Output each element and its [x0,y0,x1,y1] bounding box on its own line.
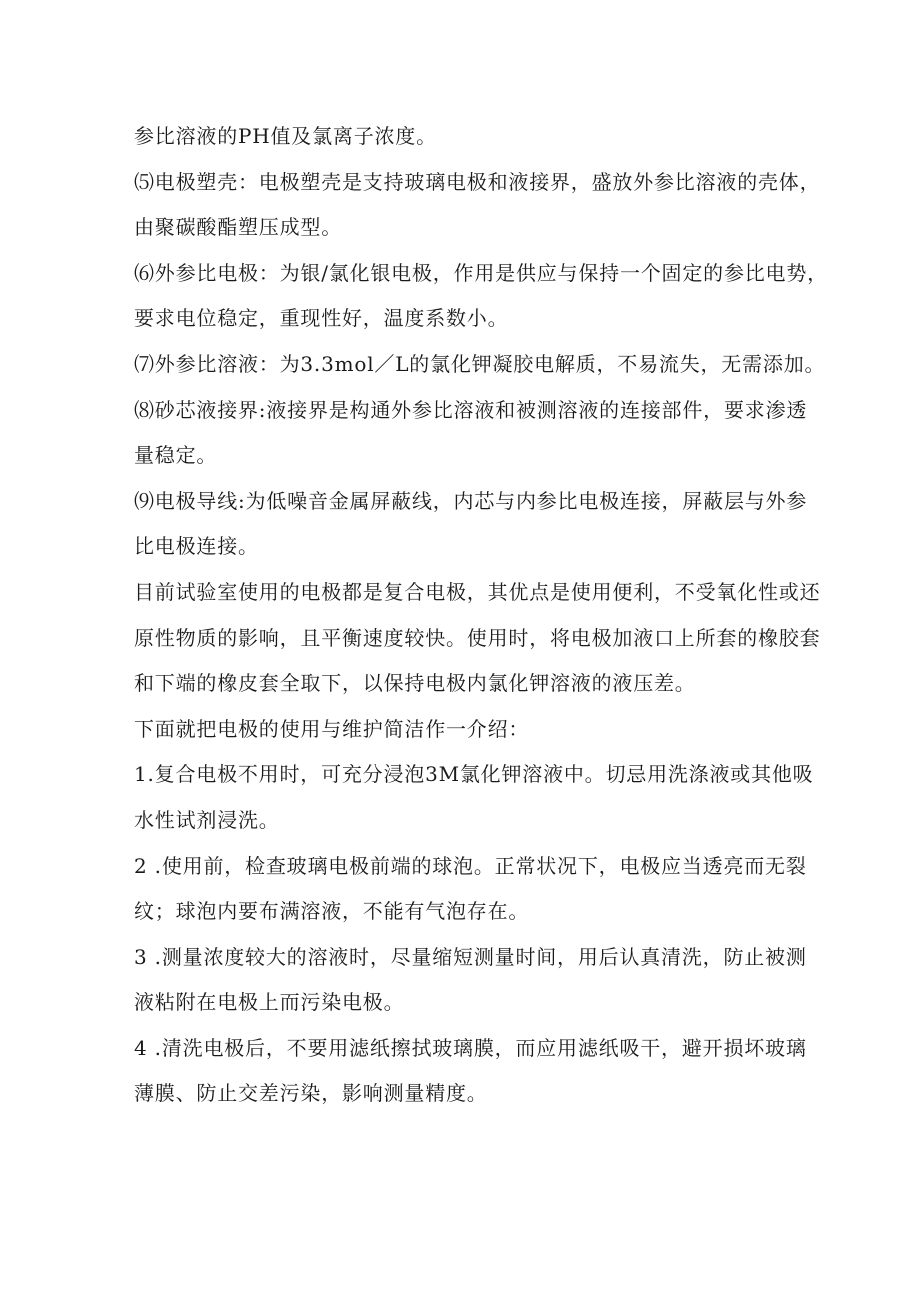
text-line: ⑹外参比电极：为银/氯化银电极，作用是供应与保持一个固定的参比电势， [134,260,828,285]
text-line: 参比溶液的PH值及氯离子浓度。 [134,124,437,148]
text-line: 量稳定。 [134,443,218,468]
text-line: ⑸电极塑壳：电极塑壳是支持玻璃电极和液接界，盛放外参比溶液的壳体， [134,169,821,194]
text-line: 原性物质的影响，且平衡速度较快。使用时，将电极加液口上所套的橡胶套 [134,625,821,650]
text-line: 水性试剂浸洗。 [134,807,280,832]
text-line: 由聚碳酸酯塑压成型。 [134,215,342,240]
text-line: ⑺外参比溶液：为3.3mol／L的氯化钾凝胶电解质，不易流失，无需添加。 [134,351,826,376]
text-line: 下面就把电极的使用与维护简洁作一介绍： [134,716,530,741]
text-line: 要求电位稳定，重现性好，温度系数小。 [134,306,509,331]
text-line: 薄膜、防止交差污染，影响测量精度。 [134,1081,488,1106]
text-line: 目前试验室使用的电极都是复合电极，其优点是使用便利，不受氧化性或还 [134,579,821,604]
text-line: 液粘附在电极上而污染电极。 [134,990,405,1015]
text-line: 纹；球泡内要布满溶液，不能有气泡存在。 [134,899,530,924]
document-body [134,114,828,1117]
text-line: 和下端的橡皮套全取下，以保持电极内氯化钾溶液的液压差。 [134,671,696,696]
text-line: 1.复合电极不用时，可充分浸泡3M氯化钾溶液中。切忌用洗涤液或其他吸 [134,762,814,787]
text-line: ⑼电极导线:为低噪音金属屏蔽线，内芯与内参比电极连接，屏蔽层与外参 [134,488,808,513]
text-line: 2 .使用前，检查玻璃电极前端的球泡。正常状况下，电极应当透亮而无裂 [134,853,807,878]
text-line: 3 .测量浓度较大的溶液时，尽量缩短测量时间，用后认真清洗，防止被测 [134,944,807,969]
text-line: 比电极连接。 [134,534,259,559]
text-line: 4 .清洗电极后，不要用滤纸擦拭玻璃膜，而应用滤纸吸干，避开损坏玻璃 [134,1035,807,1060]
text-line: ⑻砂芯液接界:液接界是构通外参比溶液和被测溶液的连接部件，要求渗透 [134,397,808,422]
